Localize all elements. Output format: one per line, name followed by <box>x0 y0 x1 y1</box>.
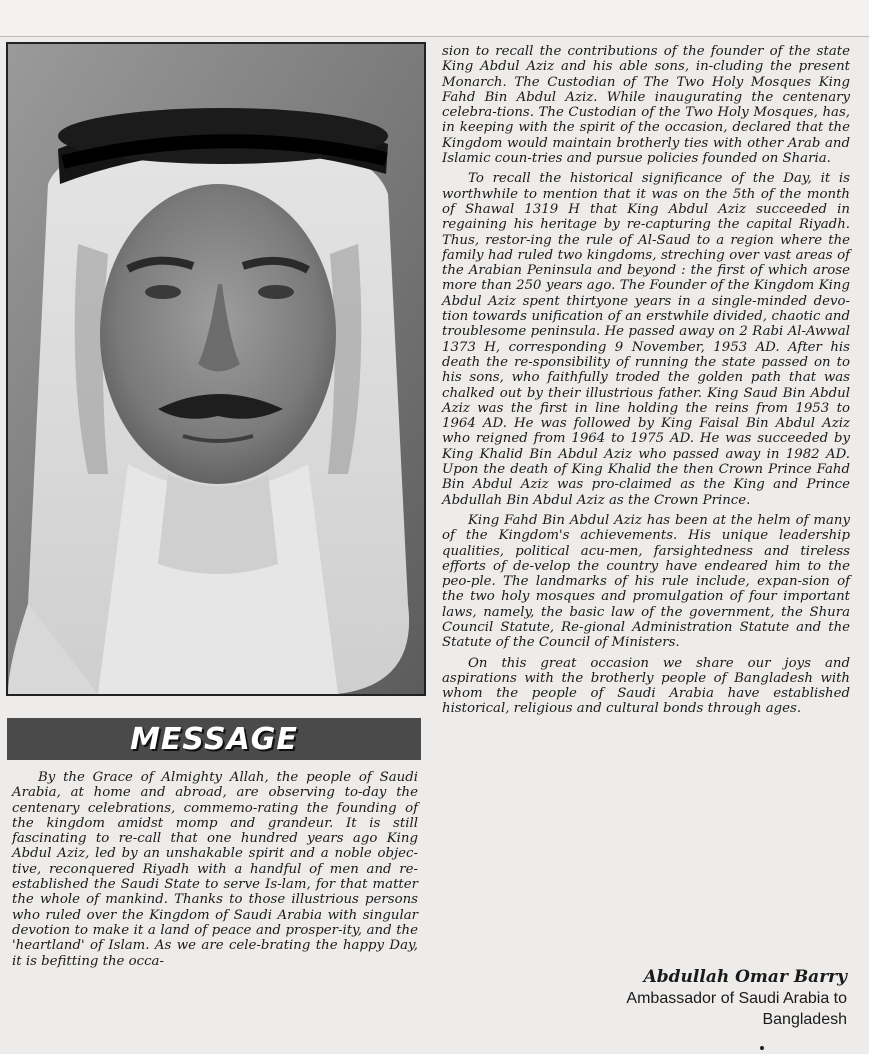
article-paragraph-2: To recall the historical significance of the Day, it is worthwhile to mention that it was on the 5th of the month of Shawal 1319 H that King Abdul Aziz succeeded in regaining his heritage by re-capturing the capital Riyadh. Thus, restor-ing the rule of Al-Saud to a region where the family had ruled two kingdoms, streching over vast areas of the Arabian Peninsula and beyond : the first of which arose more than 250 years ago. The Founder of the Kingdom King Abdul Aziz spent thirtyone years in a single-minded devo-tion towards unification of an erstwhile divided, chaotic and troublesome peninsula. He passed away on 2 Rabi Al-Awwal 1373 H, corresponding 9 November, 1953 AD. After his death the re-sponsibility of running the state passed on to his sons, who faithfully troded the golden path that was chalked out by their illustrious father. King Saud Bin Abdul Aziz was the first in line holding the reins from 1953 to 1964 AD. He was followed by King Faisal Bin Abdul Aziz who reigned from 1964 to 1975 AD. He was succeeded by King Khalid Bin Abdul Aziz who passed away in 1982 AD. Upon the death of King Khalid the then Crown Prince Fahd Bin Abdul Aziz was pro-claimed as the King and Prince Abdullah Bin Abdul Aziz as the Crown Prince. <box>442 171 850 508</box>
message-heading: MESSAGE <box>130 721 298 757</box>
signatory-title-line2: Bangladesh <box>762 1011 847 1028</box>
article-paragraph-4: On this great occasion we share our joys and aspirations with the brotherly people of Bangladesh with whom the people of Saudi Arabia have established historical, religious and cultural bonds through ages. <box>442 655 850 717</box>
signatory-title-line1: Ambassador of Saudi Arabia to <box>626 990 847 1007</box>
message-banner <box>7 718 421 760</box>
intro-paragraph: By the Grace of Almighty Allah, the people of Saudi Arabia, at home and abroad, are observing to-day the centenary celebrations, commemo-rating the founding of the kingdom amidst momp and grandeur. It is still fascinating to re-call that one hundred years ago King Abdul Aziz, led by an unshakable spirit and a noble objec-tive, reconquered Riyadh with a handful of men and re-established the Saudi State to serve Is-lam, for that matter the whole of mankind. Thanks to those illustrious persons who ruled over the Kingdom of Saudi Arabia with singular devotion to make it a land of peace and prosper-ity, and the 'heartland' of Islam. As we are cele-brating the happy Day, it is befitting the occa- <box>12 770 418 969</box>
article-paragraph-3: King Fahd Bin Abdul Aziz has been at the helm of many of the Kingdom's achievements. His unique leadership qualities, political acu-men, farsightedness and tireless efforts of de-velop the country have endeared him to the peo-ple. The landmarks of his rule include, expan-sion of the two holy mosques and promulgation of four important laws, namely, the basic law of the government, the Shura Council Statute, Re-gional Administration Statute and the Statute of the Council of Ministers. <box>442 512 850 651</box>
article-paragraph-1: sion to recall the contributions of the founder of the state King Abdul Aziz and his able sons, in-cluding the present Monarch. The Custodian of The Two Holy Mosques King Fahd Bin Abdul Aziz. While inaugurating the centenary celebra-tions. The Custodian of the Two Holy Mosques, has, in keeping with the spirit of the occasion, declared that the Kingdom would maintain brotherly ties with other Arab and Islamic coun-tries and pursue policies founded on Sharia. <box>442 44 850 167</box>
print-dot <box>760 1046 764 1050</box>
signature-block <box>507 966 847 1030</box>
page-top-edge <box>0 0 869 37</box>
signatory-name: Abdullah Omar Barry <box>643 967 847 987</box>
article-column <box>442 44 850 722</box>
portrait-photo <box>6 42 426 696</box>
portrait-image <box>8 44 424 694</box>
